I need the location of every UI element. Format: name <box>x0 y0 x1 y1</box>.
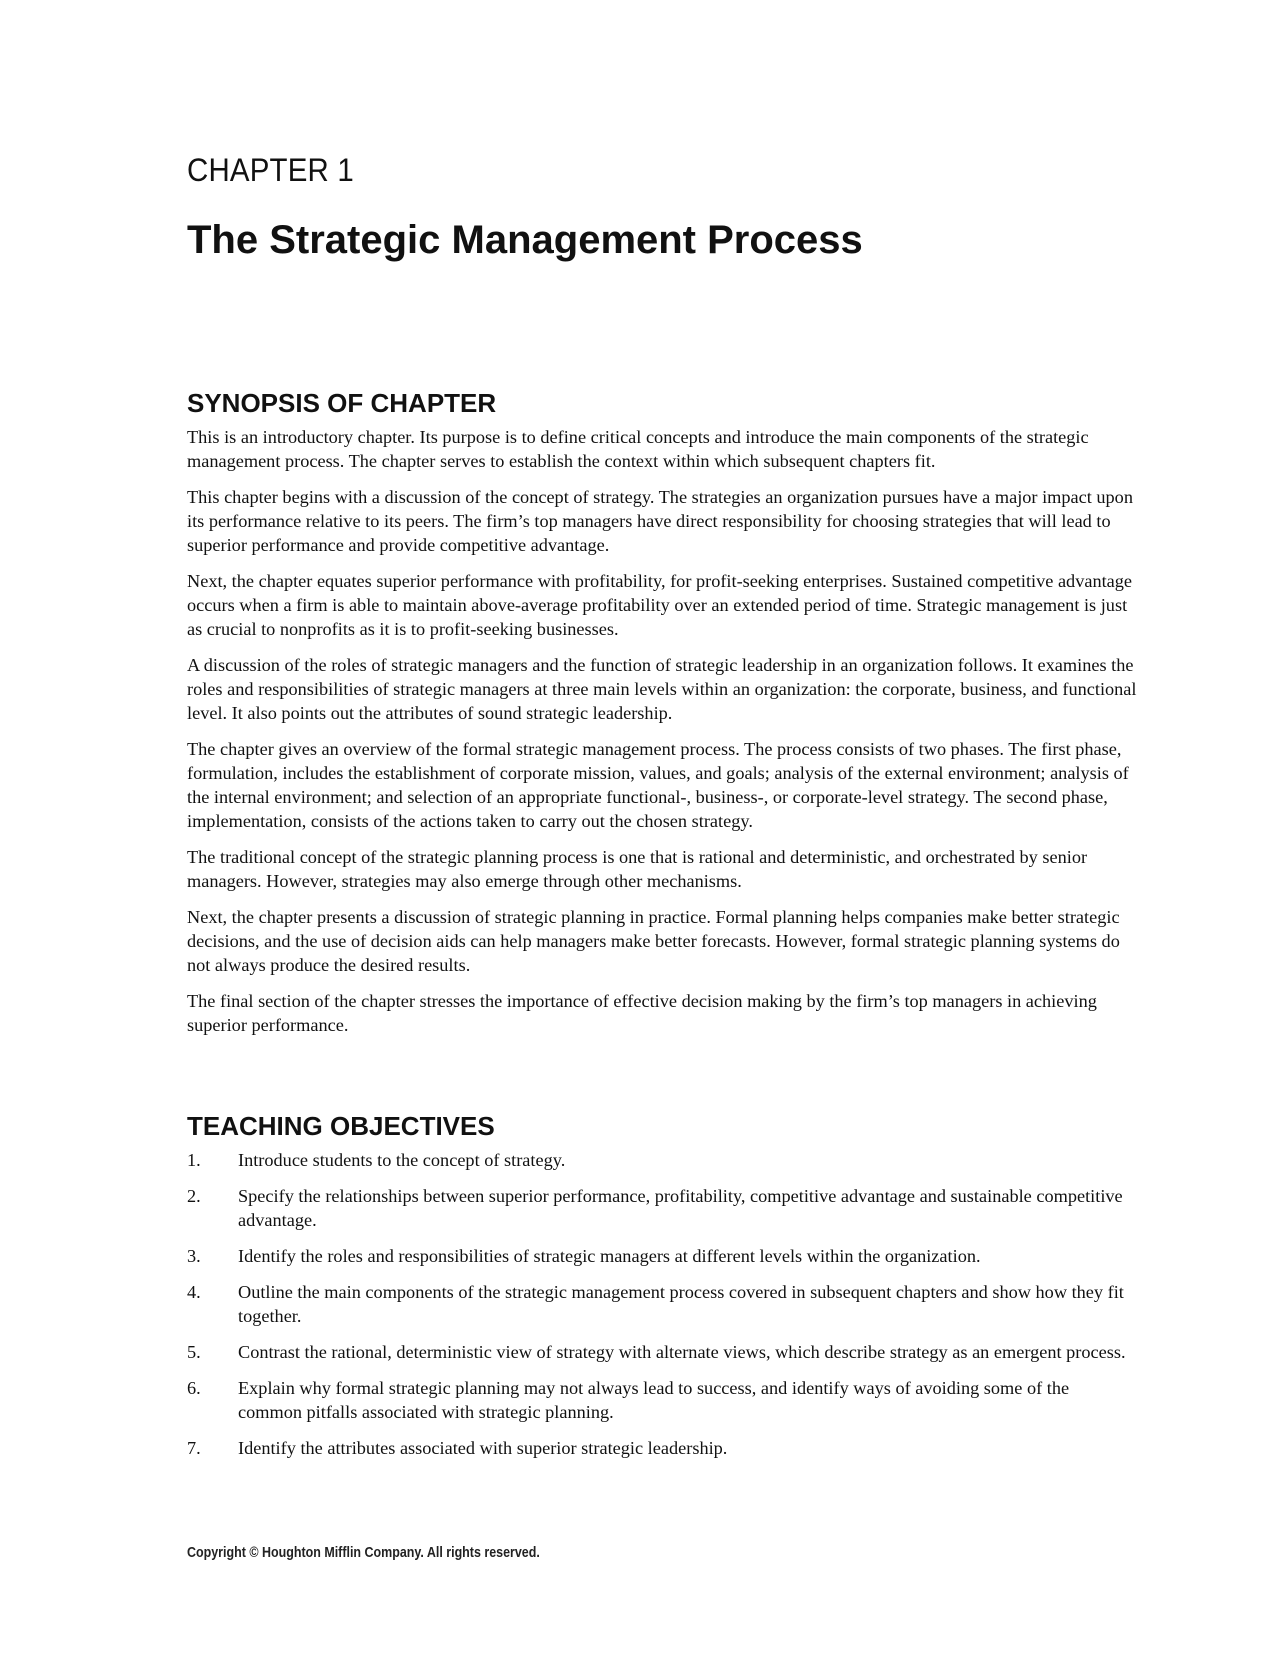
objective-text: Explain why formal strategic planning may not always lead to success, and identify ways of avoiding some of the common pitfalls associated with strategic planning. <box>238 1378 1070 1422</box>
objective-item <box>187 1280 1137 1328</box>
objective-number: 2. <box>187 1186 201 1206</box>
objective-text: Introduce students to the concept of strategy. <box>238 1150 566 1170</box>
copyright-footer: Copyright © Houghton Mifflin Company. All rights reserved. <box>187 1545 540 1561</box>
synopsis-paragraph: Next, the chapter equates superior performance with profitability, for profit-seeking enterprises. Sustained competitive advantage occurs when a firm is able to maintain above-average profitability over an extended period of time. Strategic management is just as crucial to nonprofits as it is to profit-seeking businesses. <box>187 571 1133 639</box>
objective-item <box>187 1184 1137 1232</box>
objective-number: 4. <box>187 1282 201 1302</box>
objective-number: 5. <box>187 1342 201 1362</box>
objective-item <box>187 1148 1137 1172</box>
objective-number: 1. <box>187 1150 201 1170</box>
synopsis-paragraph: The chapter gives an overview of the formal strategic management process. The process consists of two phases. The first phase, formulation, includes the establishment of corporate mission, values, and goals; analysis of the external environment; analysis of the internal environment; and selection of an appropriate functional-, business-, or corporate-level strategy. The second phase, implementation, consists of the actions taken to carry out the chosen strategy. <box>187 739 1129 831</box>
objectives-heading: TEACHING OBJECTIVES <box>187 1111 495 1141</box>
objective-number: 6. <box>187 1378 201 1398</box>
synopsis-paragraph: This chapter begins with a discussion of the concept of strategy. The strategies an organization pursues have a major impact upon its performance relative to its peers. The firm’s top managers have direct responsibility for choosing strategies that will lead to superior performance and provide competitive advantage. <box>187 487 1133 555</box>
synopsis-paragraph: The final section of the chapter stresses the importance of effective decision making by the firm’s top managers in achieving superior performance. <box>187 991 1097 1035</box>
chapter-title: The Strategic Management Process <box>187 218 863 262</box>
objective-item <box>187 1244 1137 1268</box>
synopsis-paragraph: The traditional concept of the strategic planning process is one that is rational and deterministic, and orchestrated by senior managers. However, strategies may also emerge through other mechanisms. <box>187 847 1088 891</box>
objective-text: Specify the relationships between superior performance, profitability, competitive advantage and sustainable competitive advantage. <box>238 1186 1123 1230</box>
synopsis-paragraph: Next, the chapter presents a discussion of strategic planning in practice. Formal planning helps companies make better strategic decisions, and the use of decision aids can help managers make better forecasts. However, formal strategic planning systems do not always produce the desired results. <box>187 907 1120 975</box>
objective-number: 3. <box>187 1246 201 1266</box>
objective-text: Identify the roles and responsibilities of strategic managers at different levels within the organization. <box>238 1246 981 1266</box>
synopsis-paragraph: This is an introductory chapter. Its purpose is to define critical concepts and introduce the main components of the strategic management process. The chapter serves to establish the context within which subsequent chapters fit. <box>187 427 1089 471</box>
objective-item <box>187 1436 1137 1460</box>
chapter-label: CHAPTER 1 <box>187 152 354 188</box>
objective-item <box>187 1376 1137 1424</box>
objective-number: 7. <box>187 1438 201 1458</box>
objectives-section <box>187 1110 1137 1472</box>
synopsis-paragraph: A discussion of the roles of strategic managers and the function of strategic leadership in an organization follows. It examines the roles and responsibilities of strategic managers at three main levels within an organization: the corporate, business, and functional level. It also points out the attributes of sound strategic leadership. <box>187 655 1137 723</box>
objective-item <box>187 1340 1137 1364</box>
objectives-list <box>187 1148 1137 1460</box>
objective-text: Outline the main components of the strategic management process covered in subsequent chapters and show how they fit together. <box>238 1282 1124 1326</box>
objective-text: Contrast the rational, deterministic view of strategy with alternate views, which describe strategy as an emergent process. <box>238 1342 1126 1362</box>
synopsis-section <box>187 387 1137 1049</box>
objective-text: Identify the attributes associated with superior strategic leadership. <box>238 1438 728 1458</box>
synopsis-heading: SYNOPSIS OF CHAPTER <box>187 388 497 418</box>
